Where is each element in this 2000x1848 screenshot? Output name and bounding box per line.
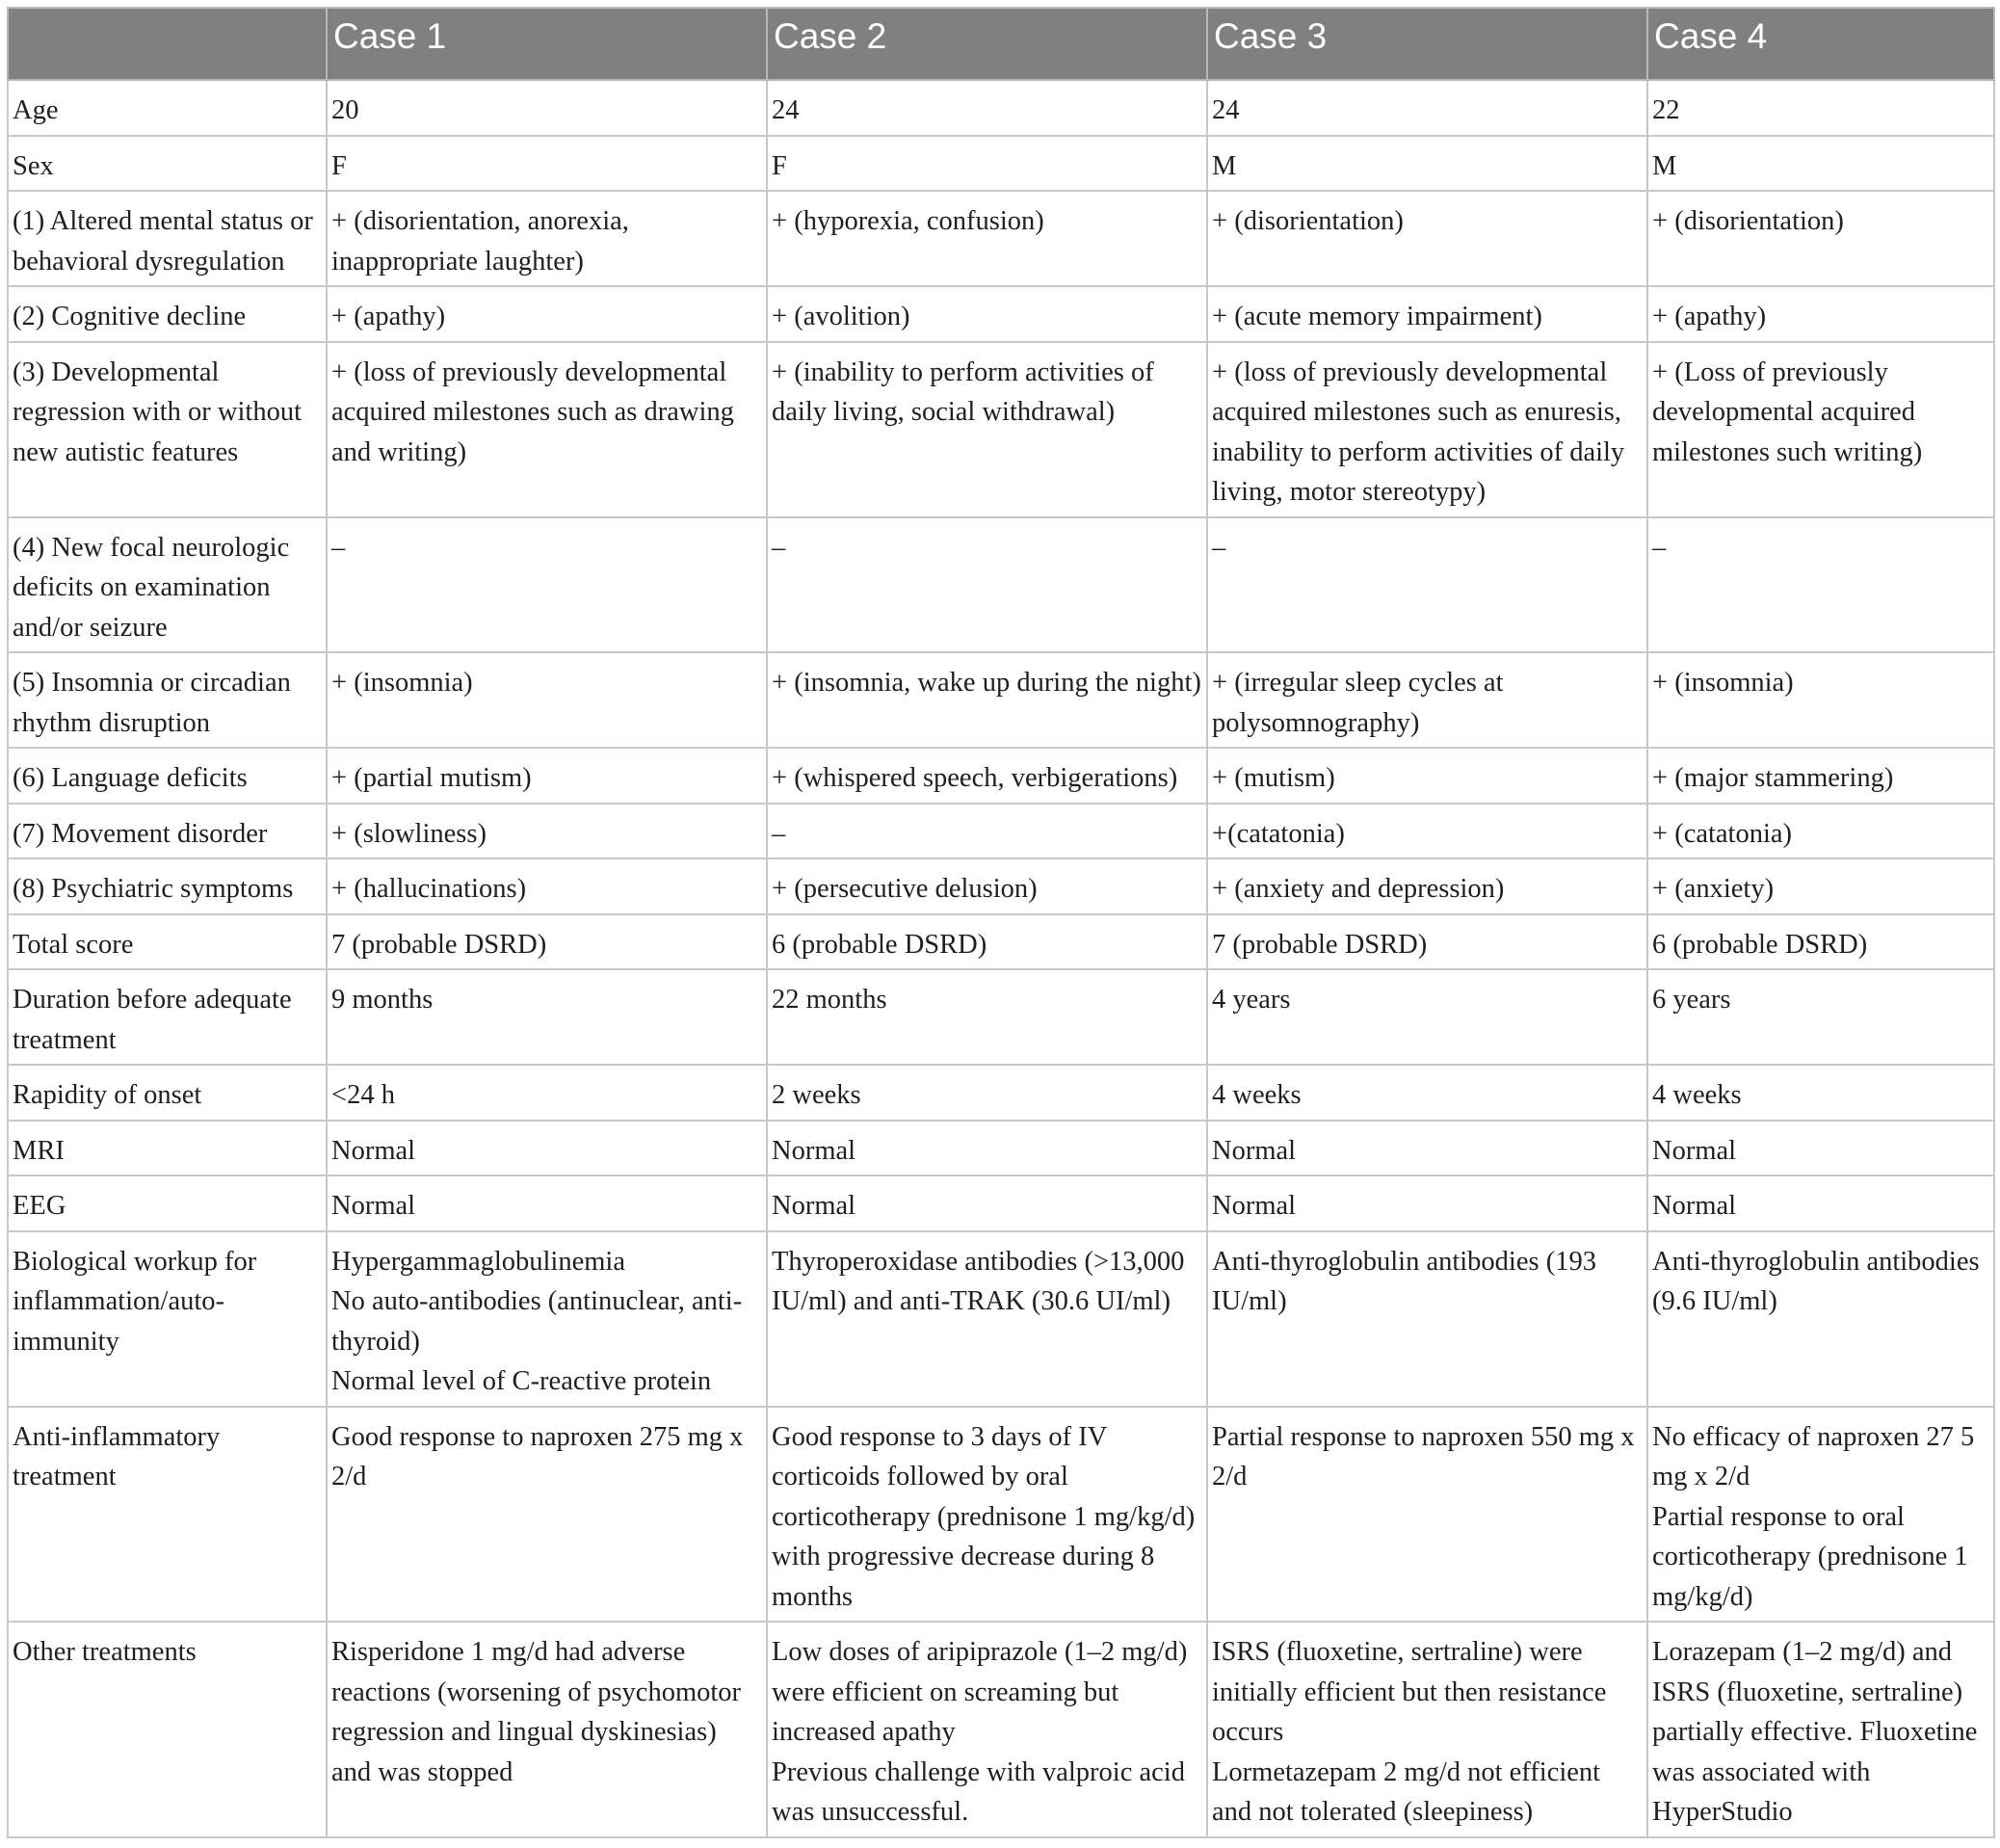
cell-text-line: Low doses of aripiprazole (1–2 mg/d) were efficient on screaming but increased apathy <box>772 1637 1188 1747</box>
case-1-cell <box>327 517 767 653</box>
case-2-cell <box>767 517 1207 653</box>
cell-text-line: Normal <box>772 1191 856 1221</box>
cell-text-line: + (irregular sleep cycles at polysomnography) <box>1212 668 1504 738</box>
table-row <box>8 136 1994 192</box>
case-1-cell <box>327 1231 767 1407</box>
row-label: Sex <box>8 136 327 192</box>
cell-text-line: – <box>331 532 346 563</box>
cell-text-line: F <box>772 150 787 181</box>
case-2-cell <box>767 80 1207 136</box>
row-label: (8) Psychiatric symptoms <box>8 858 327 914</box>
cell-text-line: Good response to naproxen 275 mg x 2/d <box>331 1421 744 1492</box>
cell-text-line: Normal <box>331 1135 416 1166</box>
case-3-cell <box>1207 1407 1647 1623</box>
cell-text-line: + (partial mutism) <box>331 763 532 793</box>
table-row <box>8 858 1994 914</box>
cell-text-line: 20 <box>331 95 359 125</box>
case-1-cell <box>327 80 767 136</box>
case-3-cell <box>1207 914 1647 970</box>
cell-text-line: + (whispered speech, verbigerations) <box>772 763 1178 793</box>
row-label: Anti-inflammatory treatment <box>8 1407 327 1623</box>
case-3-cell <box>1207 804 1647 859</box>
case-2-cell <box>767 748 1207 804</box>
case-2-cell <box>767 804 1207 859</box>
cell-text-line: No efficacy of naproxen 27 5 mg x 2/d <box>1652 1421 1975 1492</box>
table-row <box>8 969 1994 1065</box>
cell-text-line: <24 h <box>331 1080 395 1110</box>
row-label: Duration before adequate treatment <box>8 969 327 1065</box>
case-4-cell <box>1647 914 1994 970</box>
cell-text-line: + (hyporexia, confusion) <box>772 206 1044 236</box>
cell-text-line: 4 weeks <box>1212 1080 1302 1110</box>
cell-text-line: – <box>1212 532 1226 563</box>
case-2-cell <box>767 1622 1207 1837</box>
cell-text-line: + (inability to perform activities of daily living, social withdrawal) <box>772 356 1154 427</box>
cell-text-line: Previous challenge with valproic acid was unsuccessful. <box>772 1756 1185 1827</box>
case-1-cell <box>327 969 767 1065</box>
cell-text-line: 4 years <box>1212 985 1291 1015</box>
cell-text-line: + (insomnia) <box>331 668 473 698</box>
row-label: Age <box>8 80 327 136</box>
case-1-cell <box>327 652 767 748</box>
case-1-cell <box>327 342 767 517</box>
case-2-cell <box>767 136 1207 192</box>
case-1-cell <box>327 914 767 970</box>
case-3-cell <box>1207 1231 1647 1407</box>
cell-text-line: + (disorientation, anorexia, inappropriate laughter) <box>331 206 629 277</box>
cell-text-line: M <box>1652 150 1677 181</box>
cell-text-line: Anti-thyroglobulin antibodies (9.6 IU/ml) <box>1652 1246 1980 1316</box>
cell-text-line: + (persecutive delusion) <box>772 874 1038 904</box>
case-comparison-table-container <box>7 7 1993 1838</box>
cell-text-line: + (slowliness) <box>331 818 487 849</box>
case-4-cell <box>1647 1175 1994 1231</box>
cell-text-line: Normal <box>1652 1135 1737 1166</box>
cell-text-line: + (loss of previously developmental acquired milestones such as drawing and writing) <box>331 356 734 467</box>
cell-text-line: + (Loss of previously developmental acquired milestones such writing) <box>1652 356 1923 467</box>
cell-text-line: Normal <box>1212 1191 1297 1221</box>
case-3-cell <box>1207 1622 1647 1837</box>
table-row <box>8 1407 1994 1623</box>
row-label: (7) Movement disorder <box>8 804 327 859</box>
table-header <box>8 8 1994 80</box>
case-3-cell <box>1207 191 1647 286</box>
case-2-cell <box>767 969 1207 1065</box>
row-label: MRI <box>8 1121 327 1176</box>
case-4-cell <box>1647 652 1994 748</box>
case-2-cell <box>767 858 1207 914</box>
case-3-cell <box>1207 80 1647 136</box>
cell-text-line: Normal <box>772 1135 856 1166</box>
table-row <box>8 1121 1994 1176</box>
case-4-cell <box>1647 191 1994 286</box>
case-4-cell <box>1647 1121 1994 1176</box>
cell-text-line: 24 <box>1212 95 1240 125</box>
cell-text-line: 22 <box>1652 95 1680 125</box>
table-row <box>8 191 1994 286</box>
case-2-cell <box>767 191 1207 286</box>
cell-text-line: Thyroperoxidase antibodies (>13,000 IU/ml) and anti-TRAK (30.6 UI/ml) <box>772 1246 1185 1316</box>
table-row <box>8 286 1994 342</box>
case-2-cell <box>767 914 1207 970</box>
cell-text-line: + (anxiety) <box>1652 874 1775 904</box>
header-row <box>8 8 1994 80</box>
cell-text-line: 2 weeks <box>772 1080 861 1110</box>
row-label: (2) Cognitive decline <box>8 286 327 342</box>
case-1-cell <box>327 1407 767 1623</box>
cell-text-line: M <box>1212 150 1237 181</box>
case-2-cell <box>767 286 1207 342</box>
cell-text-line: 22 months <box>772 985 887 1015</box>
case-4-cell <box>1647 1065 1994 1121</box>
case-4-cell <box>1647 858 1994 914</box>
cell-text-line: 4 weeks <box>1652 1080 1742 1110</box>
header-case-1: Case 1 <box>327 8 767 80</box>
cell-text-line: + (major stammering) <box>1652 763 1894 793</box>
cell-text-line: Normal level of C-reactive protein <box>331 1366 712 1396</box>
cell-text-line: 7 (probable DSRD) <box>331 929 547 960</box>
cell-text-line: 6 (probable DSRD) <box>772 929 987 960</box>
case-3-cell <box>1207 748 1647 804</box>
row-label: (3) Developmental regression with or without new autistic features <box>8 342 327 517</box>
case-1-cell <box>327 191 767 286</box>
case-2-cell <box>767 1231 1207 1407</box>
cell-text-line: – <box>772 818 786 849</box>
case-2-cell <box>767 652 1207 748</box>
case-4-cell <box>1647 748 1994 804</box>
cell-text-line: ISRS (fluoxetine, sertraline) were initially efficient but then resistance occurs <box>1212 1637 1607 1747</box>
row-label: EEG <box>8 1175 327 1231</box>
cell-text-line: Normal <box>1652 1191 1737 1221</box>
cell-text-line: Normal <box>331 1191 416 1221</box>
cell-text-line: + (loss of previously developmental acquired milestones such as enuresis, inability to perform activities of daily living, motor stereotypy) <box>1212 356 1625 507</box>
table-row <box>8 748 1994 804</box>
case-1-cell <box>327 1065 767 1121</box>
case-4-cell <box>1647 342 1994 517</box>
table-row <box>8 1065 1994 1121</box>
cell-text-line: Anti-thyroglobulin antibodies (193 IU/ml) <box>1212 1246 1596 1316</box>
case-3-cell <box>1207 517 1647 653</box>
cell-text-line: – <box>772 532 786 563</box>
cell-text-line: + (hallucinations) <box>331 874 527 904</box>
cell-text-line: + (apathy) <box>331 302 446 331</box>
case-1-cell <box>327 804 767 859</box>
case-3-cell <box>1207 1065 1647 1121</box>
case-1-cell <box>327 858 767 914</box>
case-3-cell <box>1207 1175 1647 1231</box>
table-body <box>8 80 1994 1837</box>
header-case-3: Case 3 <box>1207 8 1647 80</box>
case-2-cell <box>767 1175 1207 1231</box>
table-row <box>8 804 1994 859</box>
table-row <box>8 1231 1994 1407</box>
cell-text-line: Partial response to naproxen 550 mg x 2/d <box>1212 1421 1635 1492</box>
case-3-cell <box>1207 286 1647 342</box>
cell-text-line: – <box>1652 532 1667 563</box>
case-1-cell <box>327 1175 767 1231</box>
cell-text-line: + (insomnia) <box>1652 668 1794 698</box>
case-4-cell <box>1647 1622 1994 1837</box>
case-4-cell <box>1647 1407 1994 1623</box>
cell-text-line: Good response to 3 days of IV corticoids followed by oral corticotherapy (prednisone 1 mg/kg/d) with progressive decrease during 8 months <box>772 1421 1196 1612</box>
case-4-cell <box>1647 1231 1994 1407</box>
table-row <box>8 1622 1994 1837</box>
cell-text-line: 9 months <box>331 985 434 1015</box>
cell-text-line: + (insomnia, wake up during the night) <box>772 668 1201 698</box>
case-1-cell <box>327 1121 767 1176</box>
case-2-cell <box>767 1121 1207 1176</box>
cell-text-line: 7 (probable DSRD) <box>1212 929 1428 960</box>
header-corner-cell <box>8 8 327 80</box>
row-label: Total score <box>8 914 327 970</box>
case-1-cell <box>327 136 767 192</box>
case-1-cell <box>327 286 767 342</box>
case-3-cell <box>1207 969 1647 1065</box>
cell-text-line: Hypergammaglobulinemia <box>331 1246 625 1277</box>
row-label: Biological workup for inflammation/auto-immunity <box>8 1231 327 1407</box>
row-label: (1) Altered mental status or behavioral dysregulation <box>8 191 327 286</box>
header-case-4: Case 4 <box>1647 8 1994 80</box>
case-2-cell <box>767 1407 1207 1623</box>
case-1-cell <box>327 1622 767 1837</box>
cell-text-line: + (anxiety and depression) <box>1212 874 1505 904</box>
case-4-cell <box>1647 517 1994 653</box>
cell-text-line: Lormetazepam 2 mg/d not efficient and not tolerated (sleepiness) <box>1212 1756 1601 1827</box>
cell-text-line: F <box>331 150 347 181</box>
cell-text-line: Partial response to oral corticotherapy (prednisone 1 mg/kg/d) <box>1652 1501 1968 1612</box>
cell-text-line: 24 <box>772 95 800 125</box>
cell-text-line: + (disorientation) <box>1212 206 1404 236</box>
cell-text-line: + (avolition) <box>772 302 910 331</box>
cell-text-line: + (catatonia) <box>1652 818 1793 849</box>
cell-text-line: Risperidone 1 mg/d had adverse reactions (worsening of psychomotor regression and lingual dyskinesias) and was stopped <box>331 1637 742 1787</box>
cell-text-line: Lorazepam (1–2 mg/d) and ISRS (fluoxetine, sertraline) partially effective. Fluoxetine was associated with HyperStudio <box>1652 1637 1978 1827</box>
cell-text-line: + (apathy) <box>1652 302 1767 331</box>
table-row <box>8 914 1994 970</box>
table-row <box>8 652 1994 748</box>
case-4-cell <box>1647 286 1994 342</box>
row-label: (5) Insomnia or circadian rhythm disruption <box>8 652 327 748</box>
case-3-cell <box>1207 652 1647 748</box>
case-4-cell <box>1647 969 1994 1065</box>
row-label: Rapidity of onset <box>8 1065 327 1121</box>
header-case-2: Case 2 <box>767 8 1207 80</box>
cell-text-line: Normal <box>1212 1135 1297 1166</box>
cell-text-line: + (mutism) <box>1212 763 1335 793</box>
table-row <box>8 1175 1994 1231</box>
case-comparison-table <box>7 7 1995 1838</box>
case-4-cell <box>1647 804 1994 859</box>
table-row <box>8 80 1994 136</box>
case-3-cell <box>1207 136 1647 192</box>
row-label: (4) New focal neurologic deficits on examination and/or seizure <box>8 517 327 653</box>
cell-text-line: 6 (probable DSRD) <box>1652 929 1868 960</box>
cell-text-line: 6 years <box>1652 985 1731 1015</box>
cell-text-line: + (disorientation) <box>1652 206 1844 236</box>
case-3-cell <box>1207 1121 1647 1176</box>
cell-text-line: +(catatonia) <box>1212 818 1345 849</box>
case-3-cell <box>1207 342 1647 517</box>
cell-text-line: No auto-antibodies (antinuclear, anti-thyroid) <box>331 1286 743 1357</box>
case-1-cell <box>327 748 767 804</box>
case-3-cell <box>1207 858 1647 914</box>
case-4-cell <box>1647 136 1994 192</box>
case-4-cell <box>1647 80 1994 136</box>
row-label: (6) Language deficits <box>8 748 327 804</box>
table-row <box>8 342 1994 517</box>
case-2-cell <box>767 1065 1207 1121</box>
row-label: Other treatments <box>8 1622 327 1837</box>
cell-text-line: + (acute memory impairment) <box>1212 302 1542 331</box>
table-row <box>8 517 1994 653</box>
case-2-cell <box>767 342 1207 517</box>
